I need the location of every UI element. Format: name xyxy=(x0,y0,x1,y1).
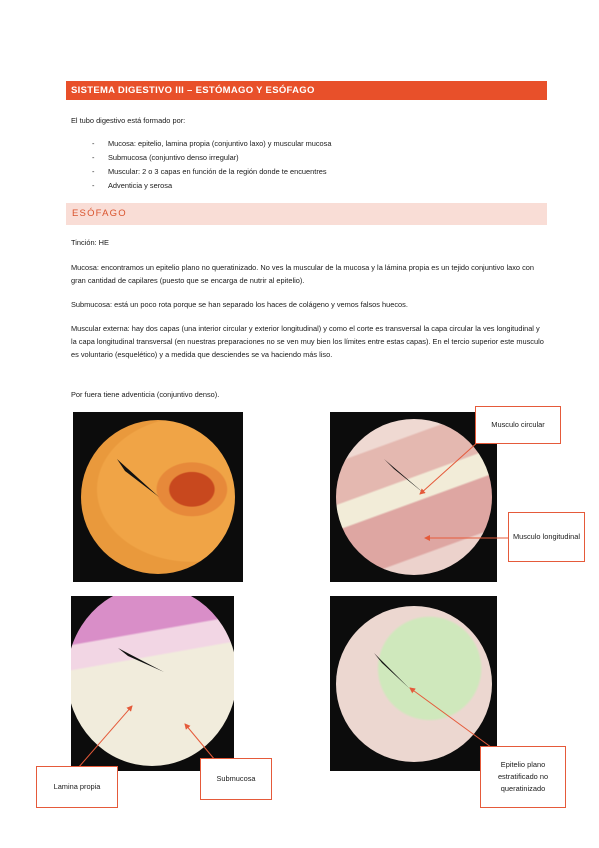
section-heading-esofago: ESÓFAGO xyxy=(66,203,547,225)
intro-text: El tubo digestivo está formado por: xyxy=(71,116,186,125)
callout-lamina-propia: Lamina propia xyxy=(36,766,118,808)
list-item: - Adventicia y serosa xyxy=(92,179,331,193)
mucosa-paragraph: Mucosa: encontramos un epitelio plano no queratinizado. No ves la muscular de la mucosa y la lámina propia es un tejido conjuntivo laxo con gran cantidad de capilares (puesto que se encarga de nutrir al epitelio). xyxy=(71,263,535,285)
list-item: - Submucosa (conjuntivo denso irregular) xyxy=(92,151,331,165)
list-item: - Muscular: 2 o 3 capas en función de la región donde te encuentres xyxy=(92,165,331,179)
arrow-lamina xyxy=(78,706,132,768)
arrow-submucosa xyxy=(185,724,215,760)
callout-musculo-circular: Musculo circular xyxy=(475,406,561,444)
submucosa-paragraph: Submucosa: está un poco rota porque se han separado los haces de colágeno y vemos falsos huecos. xyxy=(71,300,408,309)
muscular-paragraph: Muscular externa: hay dos capas (una interior circular y exterior longitudinal) y como el corte es transversal la capa circular la ves longitudinal y la capa longitudinal transversal (en nuestras preparaciones no se ven muy bien los límites entre estas capas). En el tercio superior este musculo es voluntario (esquelético) y a medida que desciendes se va haciendo más liso. xyxy=(71,324,544,359)
adventicia-paragraph: Por fuera tiene adventicia (conjuntivo denso). xyxy=(71,390,220,399)
list-item: - Mucosa: epitelio, lamina propia (conjuntivo laxo) y muscular mucosa xyxy=(92,137,331,151)
callout-submucosa: Submucosa xyxy=(200,758,272,800)
callout-epitelio: Epitelio plano estratificado no queratinizado xyxy=(480,746,566,808)
tincion-text: Tinción: HE xyxy=(71,238,109,247)
page-title: SISTEMA DIGESTIVO III – ESTÓMAGO Y ESÓFAGO xyxy=(66,81,547,100)
callout-musculo-longitudinal: Musculo longitudinal xyxy=(508,512,585,562)
arrow-epitelio xyxy=(410,688,495,750)
